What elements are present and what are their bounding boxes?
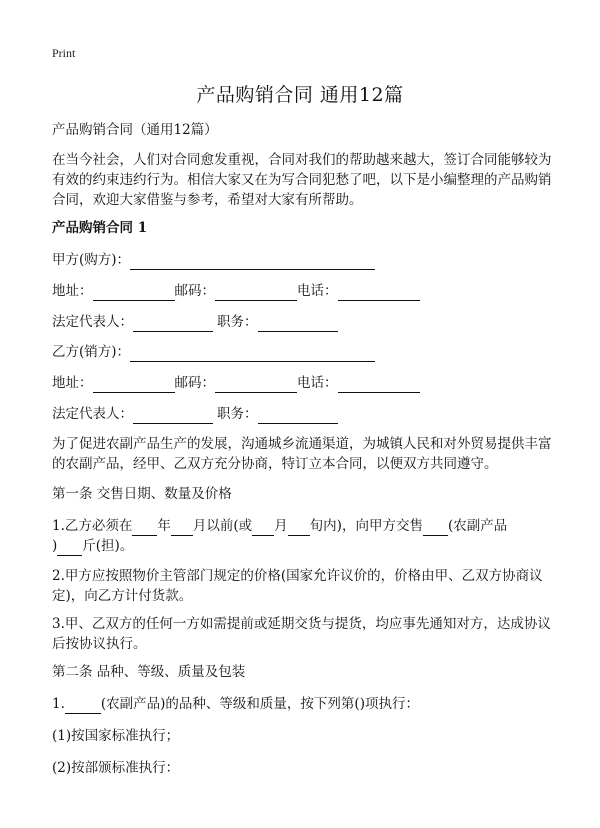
- address-label: 地址：: [52, 375, 93, 391]
- clause-text: 月: [274, 518, 288, 534]
- party-b-blank: [130, 345, 375, 362]
- phone-label: 电话：: [297, 375, 338, 391]
- print-label: Print: [52, 46, 76, 60]
- postcode-label: 邮码：: [174, 375, 215, 391]
- party-a-rep-row: [52, 312, 338, 332]
- postcode-blank: [215, 376, 297, 393]
- clause-text: 年: [157, 518, 171, 534]
- legal-rep-label: 法定代表人：: [52, 406, 133, 422]
- phone-label: 电话：: [297, 283, 338, 299]
- clause-text: 1.: [52, 696, 65, 712]
- legal-rep-blank: [133, 315, 213, 332]
- party-a-label: 甲方(购方)：: [52, 252, 131, 268]
- clause-text: 月以前(或: [192, 518, 253, 534]
- year-blank: [132, 519, 157, 536]
- position-blank: [258, 315, 338, 332]
- clause-text: (农副产品)的品种、等级和质量，按下列第()项执行：: [100, 696, 419, 712]
- product-blank: [423, 519, 448, 536]
- party-b-contact-row: [52, 373, 420, 393]
- quantity-blank: [57, 539, 82, 556]
- article-1-clause-1-line-1: [52, 516, 507, 536]
- article-2-option-2: (2)按部颁标准执行：: [52, 760, 180, 776]
- address-blank: [93, 376, 175, 393]
- intro-subtitle: 产品购销合同（通用12篇）: [52, 122, 218, 138]
- article-1-title: 第一条 交售日期、数量及价格: [52, 486, 232, 502]
- contract-heading: 产品购销合同 1: [52, 220, 148, 236]
- phone-blank: [338, 284, 420, 301]
- article-1-clause-2: 2.甲方应按照物价主管部门规定的价格(国家允许议价的，价格由甲、乙双方协商议定)，向乙方计付货款。: [52, 568, 543, 604]
- article-2-clause-1: [52, 694, 419, 714]
- article-1-clause-3: 3.甲、乙双方的任何一方如需提前或延期交货与提货，均应事先通知对方，达成协议后按协议执行。: [52, 616, 551, 652]
- article-2-title: 第二条 品种、等级、质量及包装: [52, 664, 246, 680]
- postcode-label: 邮码：: [174, 283, 215, 299]
- postcode-blank: [215, 284, 297, 301]
- period-blank: [288, 519, 310, 536]
- party-b-row: [52, 342, 375, 362]
- party-a-row: [52, 250, 375, 270]
- position-label: 职务：: [217, 314, 258, 330]
- position-label: 职务：: [217, 406, 258, 422]
- address-blank: [93, 284, 175, 301]
- purpose-paragraph: 为了促进农副产品生产的发展，沟通城乡流通渠道，为城镇人民和对外贸易提供丰富的农副产品，经甲、乙双方充分协商，特订立本合同，以便双方共同遵守。: [52, 436, 552, 472]
- position-blank: [258, 407, 338, 424]
- party-b-label: 乙方(销方)：: [52, 344, 131, 360]
- clause-text: (农副产品: [447, 518, 508, 534]
- document-title: 产品购销合同 通用12篇: [196, 84, 404, 106]
- party-a-contact-row: [52, 281, 420, 301]
- party-a-blank: [130, 253, 375, 270]
- party-b-rep-row: [52, 404, 338, 424]
- phone-blank: [338, 376, 420, 393]
- clause-text: 1.乙方必须在: [52, 518, 133, 534]
- article-2-option-1: (1)按国家标准执行；: [52, 728, 180, 744]
- clause-text: ): [52, 538, 58, 554]
- legal-rep-label: 法定代表人：: [52, 314, 133, 330]
- clause-text: 旬内)，向甲方交售: [309, 518, 423, 534]
- month-blank: [252, 519, 274, 536]
- clause-text: 斤(担)。: [82, 538, 134, 554]
- legal-rep-blank: [133, 407, 213, 424]
- product-blank: [65, 697, 101, 714]
- article-1-clause-1-line-2: [52, 536, 133, 556]
- address-label: 地址：: [52, 283, 93, 299]
- intro-paragraph: 在当今社会，人们对合同愈发重视，合同对我们的帮助越来越大，签订合同能够较为有效的约束违约行为。相信大家又在为写合同犯愁了吧，以下是小编整理的产品购销合同，欢迎大家借鉴与参考，希望对大家有所帮助。: [52, 152, 552, 208]
- month-blank: [171, 519, 193, 536]
